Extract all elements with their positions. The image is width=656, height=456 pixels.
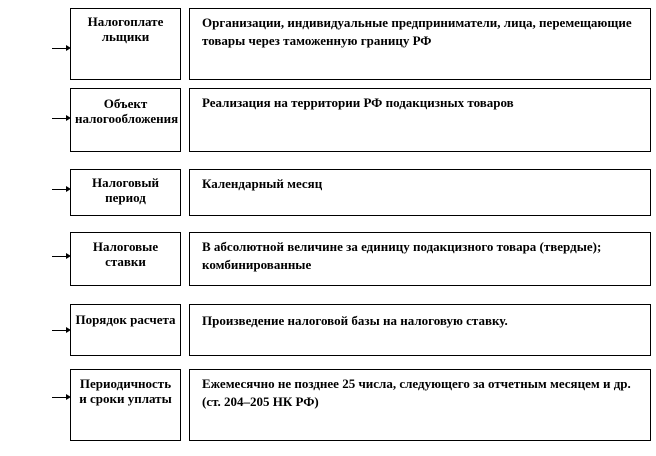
label-taxpayers: Налогоплате льщики <box>87 14 164 44</box>
arrow-icon <box>52 330 69 331</box>
description-box-tax-object <box>189 88 651 152</box>
label-payment-terms: Периодичность и сроки уплаты <box>79 376 172 406</box>
diagram-row-tax-object <box>0 88 656 152</box>
arrow-icon <box>52 48 69 49</box>
description-tax-object: Реализация на территории РФ подакцизных товаров <box>202 95 514 110</box>
arrow-icon <box>52 118 69 119</box>
description-box-tax-rates <box>189 232 651 286</box>
diagram-row-payment-terms <box>0 369 656 441</box>
label-tax-rates: Налоговые ставки <box>92 239 159 269</box>
description-box-taxpayers <box>189 8 651 80</box>
label-tax-period: Налоговый период <box>92 175 159 205</box>
label-calculation: Порядок расчета <box>75 312 176 327</box>
arrow-icon <box>52 256 69 257</box>
description-box-calculation <box>189 304 651 356</box>
label-box-tax-period <box>70 169 181 216</box>
label-box-tax-object <box>70 88 181 152</box>
description-box-payment-terms <box>189 369 651 441</box>
diagram-row-tax-period <box>0 169 656 216</box>
label-tax-object: Объект налогообложения <box>75 96 179 126</box>
label-box-calculation <box>70 304 181 356</box>
diagram-row-tax-rates <box>0 232 656 286</box>
label-box-tax-rates <box>70 232 181 286</box>
description-tax-rates: В абсолютной величине за единицу подакцизного товара (твердые); комбинированные <box>202 239 602 272</box>
label-box-payment-terms <box>70 369 181 441</box>
label-box-taxpayers <box>70 8 181 80</box>
description-calculation: Произведение налоговой базы на налоговую ставку. <box>202 313 508 328</box>
description-box-tax-period <box>189 169 651 216</box>
description-taxpayers: Организации, индивидуальные предприниматели, лица, перемещающие товары через таможенную границу РФ <box>202 15 632 48</box>
diagram-row-taxpayers <box>0 8 656 80</box>
diagram-row-calculation <box>0 304 656 356</box>
arrow-icon <box>52 189 69 190</box>
arrow-icon <box>52 397 69 398</box>
description-tax-period: Календарный месяц <box>202 176 323 191</box>
description-payment-terms: Ежемесячно не позднее 25 числа, следующего за отчетным месяцем и др. (ст. 204–205 НК РФ) <box>202 376 631 409</box>
